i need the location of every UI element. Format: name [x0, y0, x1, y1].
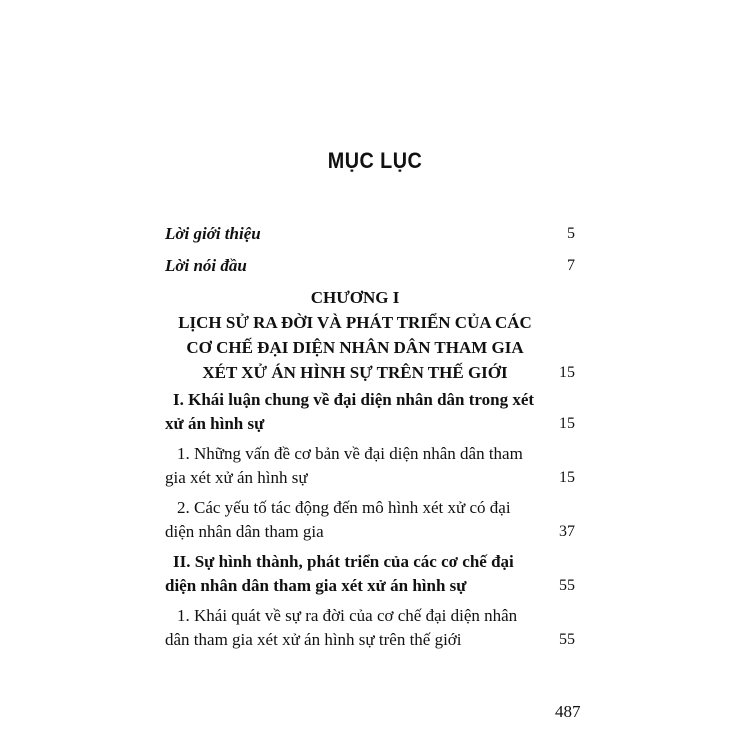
toc-entry-page: 55 — [559, 631, 575, 648]
toc-entry-label-line: 1. Những vấn đề cơ bản về đại diện nhân dân tham — [177, 444, 523, 463]
toc-chapter-1 — [165, 285, 575, 385]
toc-entry-label-line: gia xét xử án hình sự — [165, 468, 308, 487]
toc-entry-label-line: dân tham gia xét xử án hình sự trên thế giới — [165, 630, 462, 649]
toc-entry-label-line: 1. Khái quát về sự ra đời của cơ chế đại diện nhân — [177, 606, 518, 625]
toc-entry-page: 15 — [559, 364, 575, 381]
toc-entry-page: 15 — [559, 415, 575, 432]
toc-subsection-1 — [165, 442, 575, 490]
page-number: 487 — [555, 702, 581, 721]
chapter-heading: CHƯƠNG I — [310, 288, 400, 307]
toc-entry-label-line: 2. Các yếu tố tác động đến mô hình xét xử có đại — [177, 498, 511, 517]
toc-entry-label-line: diện nhân dân tham gia xét xử án hình sự — [165, 576, 467, 595]
chapter-title-line: CƠ CHẾ ĐẠI DIỆN NHÂN DÂN THAM GIA — [186, 338, 524, 357]
chapter-title-line: LỊCH SỬ RA ĐỜI VÀ PHÁT TRIỂN CỦA CÁC — [178, 313, 532, 332]
toc-entry-page: 55 — [559, 577, 575, 594]
toc-entry-label-line: xử án hình sự — [165, 414, 265, 433]
toc-entry-page: 5 — [567, 225, 575, 242]
toc-section-2 — [165, 550, 575, 598]
toc-entry-label-line: II. Sự hình thành, phát triển của các cơ chế đại — [173, 552, 514, 571]
toc-entry-intro — [165, 222, 575, 246]
page-title: MỤC LỤC — [327, 148, 423, 173]
toc-entry-preface — [165, 254, 575, 278]
chapter-title-line: XÉT XỬ ÁN HÌNH SỰ TRÊN THẾ GIỚI — [202, 363, 508, 382]
toc-entry-label-line: I. Khái luận chung về đại diện nhân dân trong xét — [173, 390, 535, 409]
toc-entry-label: Lời nói đầu — [165, 256, 247, 275]
toc-entry-label-line: diện nhân dân tham gia — [165, 522, 324, 541]
toc-entry-page: 15 — [559, 469, 575, 486]
toc-entry-page: 7 — [567, 257, 575, 274]
toc-subsection-3 — [165, 604, 575, 652]
toc-section-1 — [165, 388, 575, 436]
toc-entry-page: 37 — [559, 523, 575, 540]
toc-entry-label: Lời giới thiệu — [165, 224, 261, 243]
toc-subsection-2 — [165, 496, 575, 544]
